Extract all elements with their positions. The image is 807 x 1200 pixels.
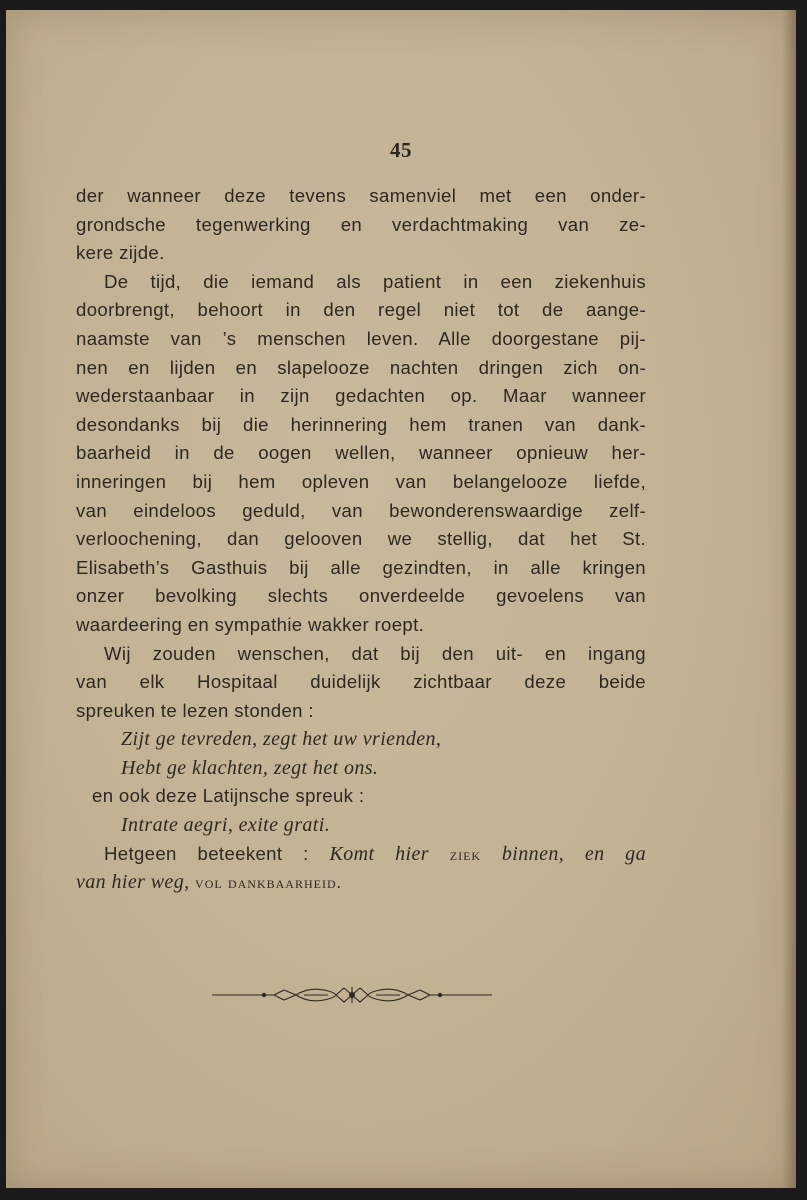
text-line-3: kere zijde. [76,242,165,264]
text-line-4: De tijd, die iemand als patient in een ziekenhuis [104,270,646,292]
text-line-5: doorbrengt, behoort in den regel niet tot de aange- [76,299,646,321]
body-text [76,182,646,897]
text-line-14: Elisabeth’s Gasthuis bij alle gezindten, in alle kringen [76,556,646,578]
translation-line-2 [76,868,646,897]
translation-italic-1: Komt hier [329,842,429,865]
translation-smallcaps-1: ziek [449,844,482,864]
translation-italic-2: binnen, en ga [501,842,646,865]
latin-motto: Intrate aegri, exite grati. [121,814,331,837]
latin-intro: en ook deze Latijnsche spreuk : [92,785,365,807]
end-ornament-icon [212,982,492,1008]
text-line-12: van eindeloos geduld, van bewonderenswaardige zelf- [76,499,646,521]
text-line-8: wederstaanbaar in zijn gedachten op. Maar wanneer [76,385,646,407]
text-line-7: nen en lijden en slapelooze nachten dringen zich on- [76,356,646,378]
poem-line-1: Zijt ge tevreden, zegt het uw vrienden, [121,728,442,751]
text-line-18: van elk Hospitaal duidelijk zichtbaar deze beide [76,671,646,693]
translation-smallcaps-2: vol dankbaarheid. [195,873,342,893]
text-line-13: verloochening, dan gelooven we stellig, dat het St. [76,528,646,550]
book-page [6,10,796,1188]
translation-italic-3: van hier weg, [76,871,190,894]
text-line-10: baarheid in de oogen wellen, wanneer opnieuw her- [76,442,646,464]
text-line-6: naamste van ’s menschen leven. Alle doorgestane pij- [76,327,646,349]
poem-line-2: Hebt ge klachten, zegt het ons. [121,756,379,779]
translation-line-1 [76,840,646,869]
text-line-17: Wij zouden wenschen, dat bij den uit- en ingang [104,642,646,664]
text-line-15: onzer bevolking slechts onverdeelde gevoelens van [76,585,646,607]
text-line-1: der wanneer deze tevens samenviel met een onder- [76,185,646,206]
text-line-11: inneringen bij hem opleven van belangelooze liefde, [76,470,646,492]
translation-lead: Hetgeen beteekent : [104,842,309,864]
text-line-16: waardeering en sympathie wakker roept. [76,613,425,635]
text-line-2: grondsche tegenwerking en verdachtmaking van ze- [76,213,646,235]
text-line-19: spreuken te lezen stonden : [76,699,314,721]
text-line-9: desondanks bij die herinnering hem tranen van dank- [76,413,646,435]
page-number: 45 [390,138,412,162]
